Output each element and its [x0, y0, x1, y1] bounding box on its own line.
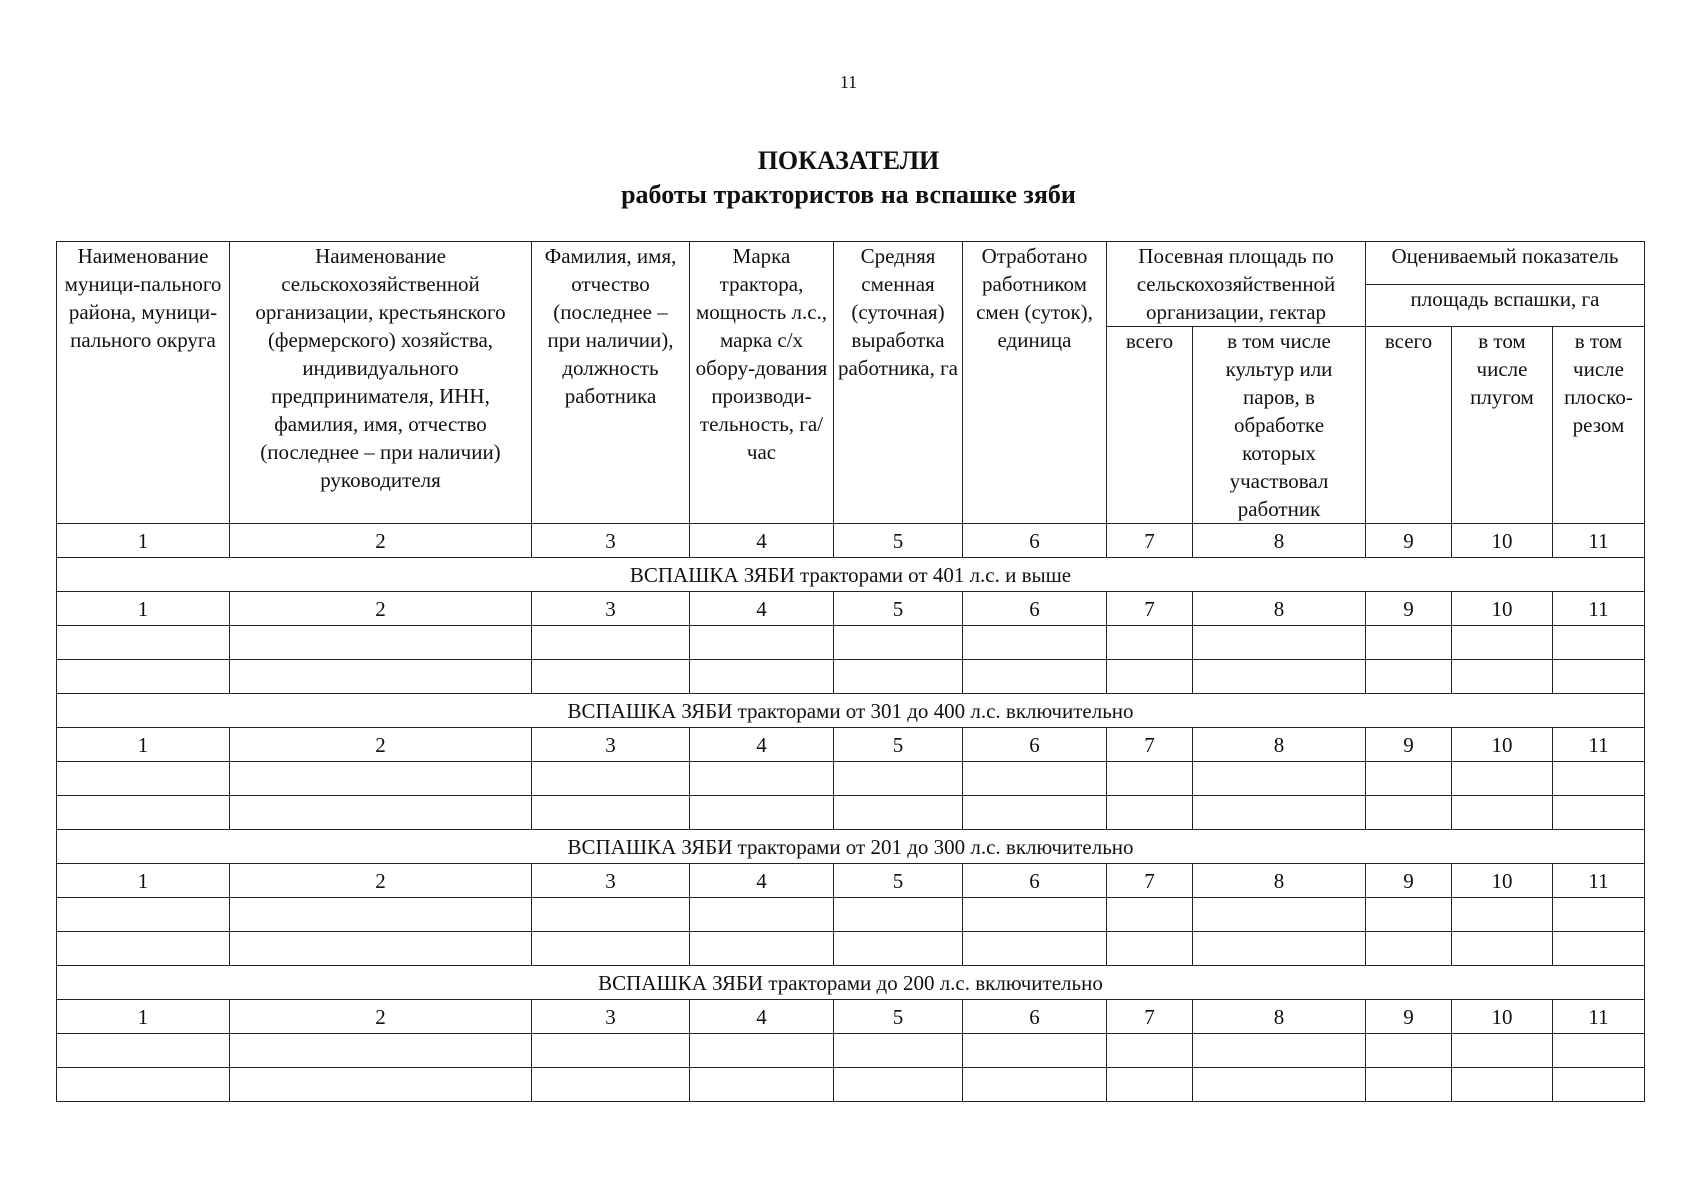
cell: 6 — [963, 592, 1107, 626]
empty-cell[interactable] — [1193, 796, 1366, 830]
col-sown-total-header: всего — [1107, 327, 1193, 524]
empty-cell[interactable] — [1553, 660, 1645, 694]
column-number-row — [57, 864, 1645, 898]
empty-cell[interactable] — [690, 1068, 834, 1102]
document-title — [0, 144, 1697, 212]
empty-cell[interactable] — [690, 626, 834, 660]
empty-row — [57, 626, 1645, 660]
empty-cell[interactable] — [963, 1034, 1107, 1068]
empty-cell[interactable] — [1107, 762, 1193, 796]
group-sown-area-header: Посевная площадь по сельскохозяйственной организации, гектар — [1107, 242, 1366, 327]
empty-cell[interactable] — [690, 932, 834, 966]
empty-cell[interactable] — [230, 898, 532, 932]
cell: 9 — [1366, 1000, 1452, 1034]
section-title: ВСПАШКА ЗЯБИ тракторами от 401 л.с. и выше — [57, 558, 1645, 592]
section-title: ВСПАШКА ЗЯБИ тракторами от 201 до 300 л.с. включительно — [57, 830, 1645, 864]
cell: 9 — [1366, 592, 1452, 626]
cell: 3 — [532, 728, 690, 762]
empty-cell[interactable] — [1107, 796, 1193, 830]
cell: 3 — [532, 592, 690, 626]
cell: 4 — [690, 524, 834, 558]
empty-cell[interactable] — [963, 762, 1107, 796]
empty-cell[interactable] — [1366, 762, 1452, 796]
section-title: ВСПАШКА ЗЯБИ тракторами до 200 л.с. включительно — [57, 966, 1645, 1000]
cell: 2 — [230, 1000, 532, 1034]
cell: 7 — [1107, 524, 1193, 558]
cell: 11 — [1553, 592, 1645, 626]
col-organization-header: Наименование сельскохозяйственной организации, крестьянского (фермерского) хозяйства, индивидуального предпринимателя, ИНН, фамилия, имя, отчество (последнее – при наличии) руководителя — [230, 242, 532, 524]
column-number-row — [57, 728, 1645, 762]
empty-cell[interactable] — [690, 660, 834, 694]
cell: 10 — [1452, 864, 1553, 898]
empty-cell[interactable] — [834, 932, 963, 966]
group-indicator-subheader: площадь вспашки, га — [1366, 284, 1645, 327]
cell: 1 — [57, 524, 230, 558]
cell: 11 — [1553, 864, 1645, 898]
cell: 5 — [834, 728, 963, 762]
cell: 3 — [532, 1000, 690, 1034]
empty-cell[interactable] — [230, 796, 532, 830]
empty-row — [57, 1034, 1645, 1068]
cell: 11 — [1553, 524, 1645, 558]
group-indicator-header: Оцениваемый показатель — [1366, 242, 1645, 285]
empty-cell[interactable] — [1107, 932, 1193, 966]
empty-cell[interactable] — [57, 796, 230, 830]
cell: 9 — [1366, 728, 1452, 762]
empty-row — [57, 660, 1645, 694]
cell: 10 — [1452, 592, 1553, 626]
cell: 3 — [532, 524, 690, 558]
empty-cell[interactable] — [532, 762, 690, 796]
cell: 4 — [690, 864, 834, 898]
cell: 10 — [1452, 1000, 1553, 1034]
empty-cell[interactable] — [1553, 762, 1645, 796]
col-sown-included-header: в том числе культур или паров, в обработке которых участвовал работник — [1193, 327, 1366, 524]
empty-cell[interactable] — [230, 762, 532, 796]
cell: 9 — [1366, 524, 1452, 558]
empty-cell[interactable] — [834, 796, 963, 830]
empty-cell[interactable] — [1193, 762, 1366, 796]
cell: 7 — [1107, 864, 1193, 898]
empty-cell[interactable] — [1452, 762, 1553, 796]
empty-cell[interactable] — [834, 626, 963, 660]
cell: 2 — [230, 864, 532, 898]
empty-cell[interactable] — [1452, 660, 1553, 694]
cell: 4 — [690, 1000, 834, 1034]
empty-cell[interactable] — [230, 1068, 532, 1102]
cell: 2 — [230, 524, 532, 558]
cell: 1 — [57, 1000, 230, 1034]
col-flat-cutter-header: в том числе плоско-резом — [1553, 327, 1645, 524]
empty-cell[interactable] — [834, 1034, 963, 1068]
empty-cell[interactable] — [57, 1034, 230, 1068]
section-row — [57, 694, 1645, 728]
table-header — [57, 242, 1645, 524]
empty-cell[interactable] — [690, 796, 834, 830]
cell: 1 — [57, 728, 230, 762]
page-number: 11 — [839, 72, 858, 92]
cell: 3 — [532, 864, 690, 898]
empty-cell[interactable] — [1107, 898, 1193, 932]
empty-cell[interactable] — [1366, 1068, 1452, 1102]
cell: 2 — [230, 728, 532, 762]
empty-cell[interactable] — [963, 898, 1107, 932]
empty-cell[interactable] — [1366, 660, 1452, 694]
cell: 8 — [1193, 728, 1366, 762]
col-shifts-header: Отработано работником смен (суток), единица — [963, 242, 1107, 524]
empty-cell[interactable] — [963, 932, 1107, 966]
empty-cell[interactable] — [1193, 932, 1366, 966]
column-number-row — [57, 524, 1645, 558]
empty-cell[interactable] — [1193, 1034, 1366, 1068]
empty-row — [57, 762, 1645, 796]
empty-cell[interactable] — [1553, 932, 1645, 966]
cell: 6 — [963, 524, 1107, 558]
empty-cell[interactable] — [1452, 626, 1553, 660]
empty-cell[interactable] — [57, 762, 230, 796]
empty-cell[interactable] — [1193, 1068, 1366, 1102]
empty-cell[interactable] — [532, 1068, 690, 1102]
empty-cell[interactable] — [834, 1068, 963, 1102]
cell: 1 — [57, 592, 230, 626]
empty-cell[interactable] — [230, 1034, 532, 1068]
empty-cell[interactable] — [1366, 626, 1452, 660]
column-number-row — [57, 1000, 1645, 1034]
empty-cell[interactable] — [834, 898, 963, 932]
empty-cell[interactable] — [1107, 1034, 1193, 1068]
column-number-row — [57, 592, 1645, 626]
empty-cell[interactable] — [690, 1034, 834, 1068]
empty-cell[interactable] — [834, 762, 963, 796]
cell: 11 — [1553, 728, 1645, 762]
empty-cell[interactable] — [230, 660, 532, 694]
indicators-table — [56, 241, 1645, 1102]
cell: 5 — [834, 1000, 963, 1034]
empty-cell[interactable] — [532, 660, 690, 694]
cell: 4 — [690, 728, 834, 762]
cell: 8 — [1193, 592, 1366, 626]
cell: 4 — [690, 592, 834, 626]
empty-cell[interactable] — [1553, 1034, 1645, 1068]
cell: 6 — [963, 864, 1107, 898]
empty-row — [57, 1068, 1645, 1102]
empty-cell[interactable] — [532, 626, 690, 660]
cell: 9 — [1366, 864, 1452, 898]
empty-cell[interactable] — [57, 626, 230, 660]
empty-cell[interactable] — [690, 762, 834, 796]
empty-cell[interactable] — [1452, 1034, 1553, 1068]
section-title: ВСПАШКА ЗЯБИ тракторами от 301 до 400 л.с. включительно — [57, 694, 1645, 728]
cell: 8 — [1193, 864, 1366, 898]
col-worker-header: Фамилия, имя, отчество (последнее – при наличии), должность работника — [532, 242, 690, 524]
empty-cell[interactable] — [57, 1068, 230, 1102]
cell: 2 — [230, 592, 532, 626]
title: ПОКАЗАТЕЛИ — [757, 146, 940, 175]
empty-cell[interactable] — [1366, 796, 1452, 830]
empty-cell[interactable] — [1553, 626, 1645, 660]
subtitle: работы трактористов на вспашке зяби — [621, 180, 1076, 209]
cell: 5 — [834, 592, 963, 626]
empty-cell[interactable] — [834, 660, 963, 694]
empty-cell[interactable] — [963, 626, 1107, 660]
col-district-header: Наименование муници-пального района, муници-пального округа — [57, 242, 230, 524]
cell: 6 — [963, 728, 1107, 762]
empty-row — [57, 796, 1645, 830]
cell: 6 — [963, 1000, 1107, 1034]
cell: 1 — [57, 864, 230, 898]
empty-cell[interactable] — [963, 660, 1107, 694]
empty-cell[interactable] — [1366, 932, 1452, 966]
cell: 8 — [1193, 524, 1366, 558]
cell: 7 — [1107, 1000, 1193, 1034]
empty-cell[interactable] — [57, 660, 230, 694]
empty-cell[interactable] — [1553, 796, 1645, 830]
cell: 7 — [1107, 728, 1193, 762]
empty-cell[interactable] — [1193, 626, 1366, 660]
empty-cell[interactable] — [963, 796, 1107, 830]
empty-cell[interactable] — [1452, 932, 1553, 966]
empty-cell[interactable] — [1193, 898, 1366, 932]
empty-cell[interactable] — [230, 932, 532, 966]
empty-cell[interactable] — [1107, 1068, 1193, 1102]
empty-cell[interactable] — [57, 898, 230, 932]
empty-cell[interactable] — [230, 626, 532, 660]
section-row — [57, 830, 1645, 864]
empty-cell[interactable] — [1107, 660, 1193, 694]
empty-cell[interactable] — [1193, 660, 1366, 694]
empty-cell[interactable] — [532, 1034, 690, 1068]
cell: 5 — [834, 524, 963, 558]
empty-cell[interactable] — [532, 796, 690, 830]
cell: 5 — [834, 864, 963, 898]
empty-cell[interactable] — [1452, 898, 1553, 932]
col-plough-header: в том числе плугом — [1452, 327, 1553, 524]
empty-cell[interactable] — [1553, 1068, 1645, 1102]
table-body — [57, 524, 1645, 1102]
section-row — [57, 558, 1645, 592]
empty-cell[interactable] — [1366, 1034, 1452, 1068]
empty-cell[interactable] — [532, 932, 690, 966]
empty-row — [57, 932, 1645, 966]
col-output-header: Средняя сменная (суточная) выработка работника, га — [834, 242, 963, 524]
cell: 10 — [1452, 728, 1553, 762]
cell: 8 — [1193, 1000, 1366, 1034]
col-tractor-header: Марка трактора, мощность л.с., марка с/х обору-дования производи-тельность, га/час — [690, 242, 834, 524]
cell: 11 — [1553, 1000, 1645, 1034]
empty-cell[interactable] — [690, 898, 834, 932]
cell: 7 — [1107, 592, 1193, 626]
empty-cell[interactable] — [57, 932, 230, 966]
empty-cell[interactable] — [1452, 1068, 1553, 1102]
section-row — [57, 966, 1645, 1000]
empty-cell[interactable] — [1366, 898, 1452, 932]
col-plough-total-header: всего — [1366, 327, 1452, 524]
empty-row — [57, 898, 1645, 932]
empty-cell[interactable] — [1553, 898, 1645, 932]
cell: 10 — [1452, 524, 1553, 558]
empty-cell[interactable] — [1107, 626, 1193, 660]
empty-cell[interactable] — [532, 898, 690, 932]
empty-cell[interactable] — [963, 1068, 1107, 1102]
empty-cell[interactable] — [1452, 796, 1553, 830]
